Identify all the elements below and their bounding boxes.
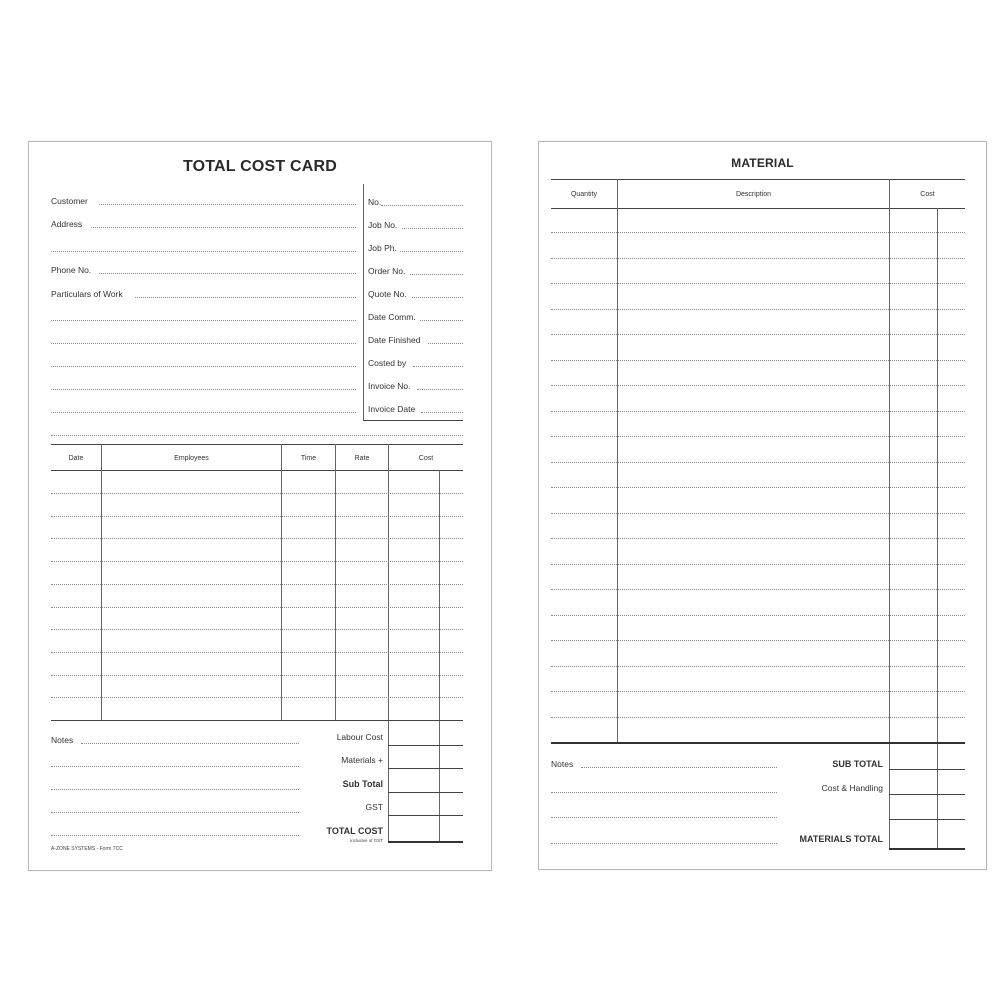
particulars-line-5[interactable] <box>51 389 356 390</box>
material-table-row-line[interactable] <box>551 411 965 412</box>
particulars-line-2[interactable] <box>51 320 356 321</box>
table-top-border <box>51 444 463 445</box>
no-line[interactable] <box>381 205 463 206</box>
material-table-row-line[interactable] <box>551 258 965 259</box>
employee-table-row-line[interactable] <box>51 675 463 676</box>
particulars-line-3[interactable] <box>51 343 356 344</box>
material-table-top-border <box>551 179 965 180</box>
particulars-label: Particulars of Work <box>51 289 123 299</box>
time-header: Time <box>300 455 317 462</box>
notes-line-5[interactable] <box>51 835 299 836</box>
notes-line[interactable] <box>81 743 299 744</box>
material-notes-line-4[interactable] <box>551 843 777 844</box>
material-sub-total-box-line[interactable] <box>889 769 965 770</box>
quote-no-line[interactable] <box>412 297 463 298</box>
employees-column-divider <box>281 444 282 720</box>
labour-cost-box-line[interactable] <box>388 745 463 746</box>
material-table-row-line[interactable] <box>551 334 965 335</box>
total-cost-label: TOTAL COST <box>326 826 383 836</box>
no-label: No. <box>368 197 382 207</box>
material-table-row-line[interactable] <box>551 615 965 616</box>
invoice-no-line[interactable] <box>417 389 463 390</box>
material-card <box>538 141 987 870</box>
date-column-divider <box>101 444 102 720</box>
notes-line-4[interactable] <box>51 812 299 813</box>
invoice-date-line[interactable] <box>421 412 463 413</box>
material-table-row-line[interactable] <box>551 666 965 667</box>
notes-label: Notes <box>51 735 74 745</box>
material-table-row-line[interactable] <box>551 564 965 565</box>
materials-label: Materials + <box>341 755 383 765</box>
costed-by-label: Costed by <box>368 358 407 368</box>
material-notes-line-2[interactable] <box>551 792 777 793</box>
material-table-row-line[interactable] <box>551 691 965 692</box>
material-table-bottom-border <box>551 742 965 744</box>
job-ph-line[interactable] <box>400 251 463 252</box>
material-table-row-line[interactable] <box>551 640 965 641</box>
material-table-row-line[interactable] <box>551 309 965 310</box>
cost-handling-box-line[interactable] <box>889 794 965 795</box>
employee-table-row-line[interactable] <box>51 584 463 585</box>
address-line-2[interactable] <box>51 251 356 252</box>
order-no-label: Order No. <box>368 266 406 276</box>
particulars-line[interactable] <box>135 297 356 298</box>
materials-box-line[interactable] <box>388 768 463 769</box>
employee-table-row-line[interactable] <box>51 629 463 630</box>
employee-table-row-line[interactable] <box>51 561 463 562</box>
card-title: TOTAL COST CARD <box>182 158 338 175</box>
rate-column-divider <box>388 444 389 842</box>
material-table-row-line[interactable] <box>551 360 965 361</box>
total-cost-card <box>28 141 492 871</box>
customer-line[interactable] <box>99 204 356 205</box>
phone-line[interactable] <box>99 273 356 274</box>
form-footer: A-ZONE SYSTEMS - Form TCC <box>51 846 123 852</box>
date-comm-label: Date Comm. <box>368 312 416 322</box>
employees-header: Employees <box>174 455 209 462</box>
info-box-bottom <box>363 420 463 421</box>
customer-label: Customer <box>51 196 88 206</box>
material-table-row-line[interactable] <box>551 232 965 233</box>
table-bottom-border <box>51 720 463 721</box>
phone-label: Phone No. <box>51 265 92 275</box>
cost-cents-divider <box>439 470 440 842</box>
materials-total-box-line[interactable] <box>889 848 965 850</box>
material-table-row-line[interactable] <box>551 538 965 539</box>
material-header-border <box>551 208 965 209</box>
sub-total-label: Sub Total <box>342 779 383 789</box>
materials-total-label: MATERIALS TOTAL <box>799 834 883 844</box>
cost-header: Cost <box>418 455 434 462</box>
info-box-divider <box>363 184 364 421</box>
gst-label: GST <box>365 802 383 812</box>
invoice-date-label: Invoice Date <box>368 404 416 414</box>
cost-handling-label: Cost & Handling <box>821 783 883 793</box>
employee-table-row-line[interactable] <box>51 538 463 539</box>
date-finished-label: Date Finished <box>368 335 421 345</box>
total-cost-box-line[interactable] <box>388 841 463 843</box>
gst-box-line[interactable] <box>388 815 463 816</box>
employee-table-row-line[interactable] <box>51 607 463 608</box>
table-header-border <box>51 470 463 471</box>
material-notes-line-3[interactable] <box>551 817 777 818</box>
material-table-row-line[interactable] <box>551 487 965 488</box>
rate-header: Rate <box>354 455 370 462</box>
employee-table-row-line[interactable] <box>51 697 463 698</box>
quote-no-label: Quote No. <box>368 289 407 299</box>
particulars-line-4[interactable] <box>51 366 356 367</box>
date-comm-line[interactable] <box>420 320 463 321</box>
material-extra-box-line[interactable] <box>889 819 965 820</box>
quantity-header: Quantity <box>570 191 598 198</box>
labour-cost-label: Labour Cost <box>336 732 383 742</box>
invoice-no-label: Invoice No. <box>368 381 411 391</box>
material-table-row-line[interactable] <box>551 513 965 514</box>
material-table-row-line[interactable] <box>551 717 965 718</box>
material-cost-cents-divider <box>937 208 938 850</box>
notes-line-3[interactable] <box>51 789 299 790</box>
particulars-line-7[interactable] <box>51 435 463 436</box>
material-notes-label: Notes <box>551 759 574 769</box>
address-label: Address <box>51 219 83 229</box>
material-notes-line[interactable] <box>581 767 777 768</box>
job-no-label: Job No. <box>368 220 398 230</box>
date-header: Date <box>68 455 84 462</box>
notes-line-2[interactable] <box>51 766 299 767</box>
material-sub-total-label: SUB TOTAL <box>832 759 883 769</box>
material-table-row-line[interactable] <box>551 385 965 386</box>
material-table-row-line[interactable] <box>551 462 965 463</box>
job-no-line[interactable] <box>402 228 463 229</box>
date-finished-line[interactable] <box>428 343 463 344</box>
material-table-row-line[interactable] <box>551 436 965 437</box>
particulars-line-6[interactable] <box>51 412 356 413</box>
material-title: MATERIAL <box>731 156 794 170</box>
material-cost-header: Cost <box>920 191 935 198</box>
job-ph-label: Job Ph. <box>368 243 397 253</box>
description-column-divider <box>889 179 890 850</box>
material-table-row-line[interactable] <box>551 589 965 590</box>
description-header: Description <box>735 191 771 198</box>
order-no-line[interactable] <box>410 274 463 275</box>
material-table-row-line[interactable] <box>551 283 965 284</box>
time-column-divider <box>335 444 336 720</box>
inclusive-gst-note: inclusive of GST <box>350 838 383 843</box>
employee-table-row-line[interactable] <box>51 493 463 494</box>
employee-table-row-line[interactable] <box>51 516 463 517</box>
employee-table-row-line[interactable] <box>51 652 463 653</box>
address-line[interactable] <box>91 227 356 228</box>
sub-total-box-line[interactable] <box>388 792 463 793</box>
costed-by-line[interactable] <box>413 366 463 367</box>
